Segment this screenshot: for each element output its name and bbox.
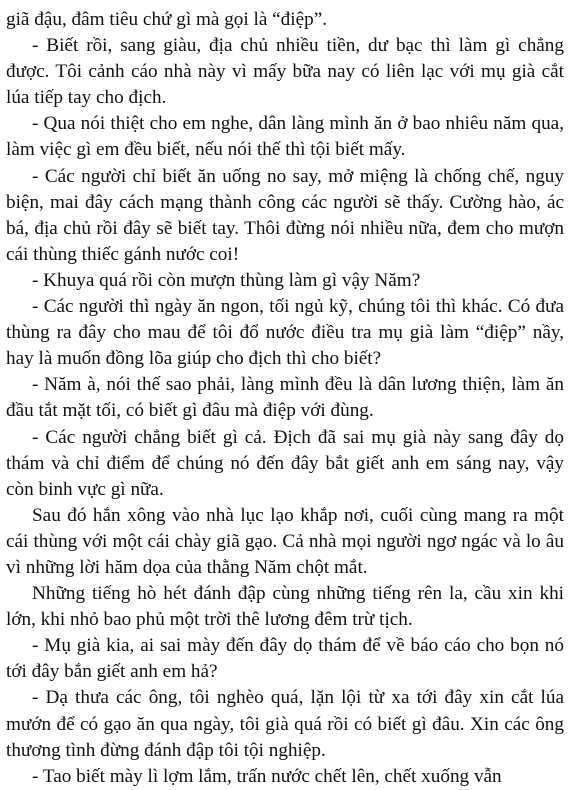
paragraph: - Biết rồi, sang giàu, địa chủ nhiều tiền, dư bạc thì làm gì chẳng được. Tôi cảnh cáo nhà này vì mấy bữa nay có liên lạc với mụ già cắt lúa tiếp tay cho địch. [6, 35, 564, 109]
paragraph: - Qua nói thiệt cho em nghe, dân làng mình ăn ở bao nhiêu năm qua, làm việc gì em đều biết, nếu nói thế thì tội biết mấy. [6, 113, 564, 161]
paragraph: Sau đó hắn xông vào nhà lục lạo khắp nơi, cuối cùng mang ra một cái thùng với một cái chày giã gạo. Cả nhà mọi người ngơ ngác và lo âu vì những lời hăm dọa của thằng Năm chột mắt. [6, 504, 564, 578]
paragraph: - Các người chỉ biết ăn uống no say, mở miệng là chống chế, nguy biện, mai đây cách mạng thành công các người sẽ thấy. Cường hào, ác bá, địa chủ rồi đây sẽ biết tay. Thôi đừng nói nhiều nữa, đem cho mượn cái thùng thiếc gánh nước coi! [6, 165, 564, 265]
paragraph: - Các người thì ngày ăn ngon, tối ngủ kỹ, chúng tôi thì khác. Có đưa thùng ra đây cho mau để tôi đổ nước điều tra mụ già làm “điệp” nầy, hay là muốn đồng lõa giúp cho địch thì cho biết? [6, 296, 564, 370]
paragraph: - Mụ già kia, ai sai mày đến đây dọ thám để về báo cáo cho bọn nó tới đây bắn giết anh em hả? [6, 635, 564, 683]
paragraph: - Tao biết mày lì lợm lắm, trấn nước chết lên, chết xuống vẫn [32, 765, 502, 787]
paragraph: Những tiếng hò hét đánh đập cùng những tiếng rên la, cầu xin khi lớn, khi nhỏ bao phủ một trời thê lương đêm trừ tịch. [6, 583, 564, 631]
document-page [6, 7, 564, 790]
paragraph: - Các người chẳng biết gì cả. Địch đã sai mụ già này sang đây dọ thám và chỉ điểm để chúng nó đến đây bắt giết anh em sáng nay, vậy còn binh vực gì nữa. [6, 426, 564, 500]
paragraph: giã đậu, đâm tiêu chứ gì mà gọi là “điệp”. [6, 9, 328, 30]
paragraph: - Khuya quá rồi còn mượn thùng làm gì vậy Năm? [32, 269, 421, 291]
paragraph: - Dạ thưa các ông, tôi nghèo quá, lặn lội từ xa tới đây xin cắt lúa mướn để có gạo ăn qua ngày, tôi già quá rồi có biết gì đâu. Xin các ông thương tình đừng đánh đập tôi tội nghiệp. [6, 687, 564, 761]
paragraph: - Năm à, nói thế sao phải, làng mình đều là dân lương thiện, làm ăn đầu tắt mặt tối, có biết gì đâu mà điệp với đùng. [6, 374, 564, 422]
